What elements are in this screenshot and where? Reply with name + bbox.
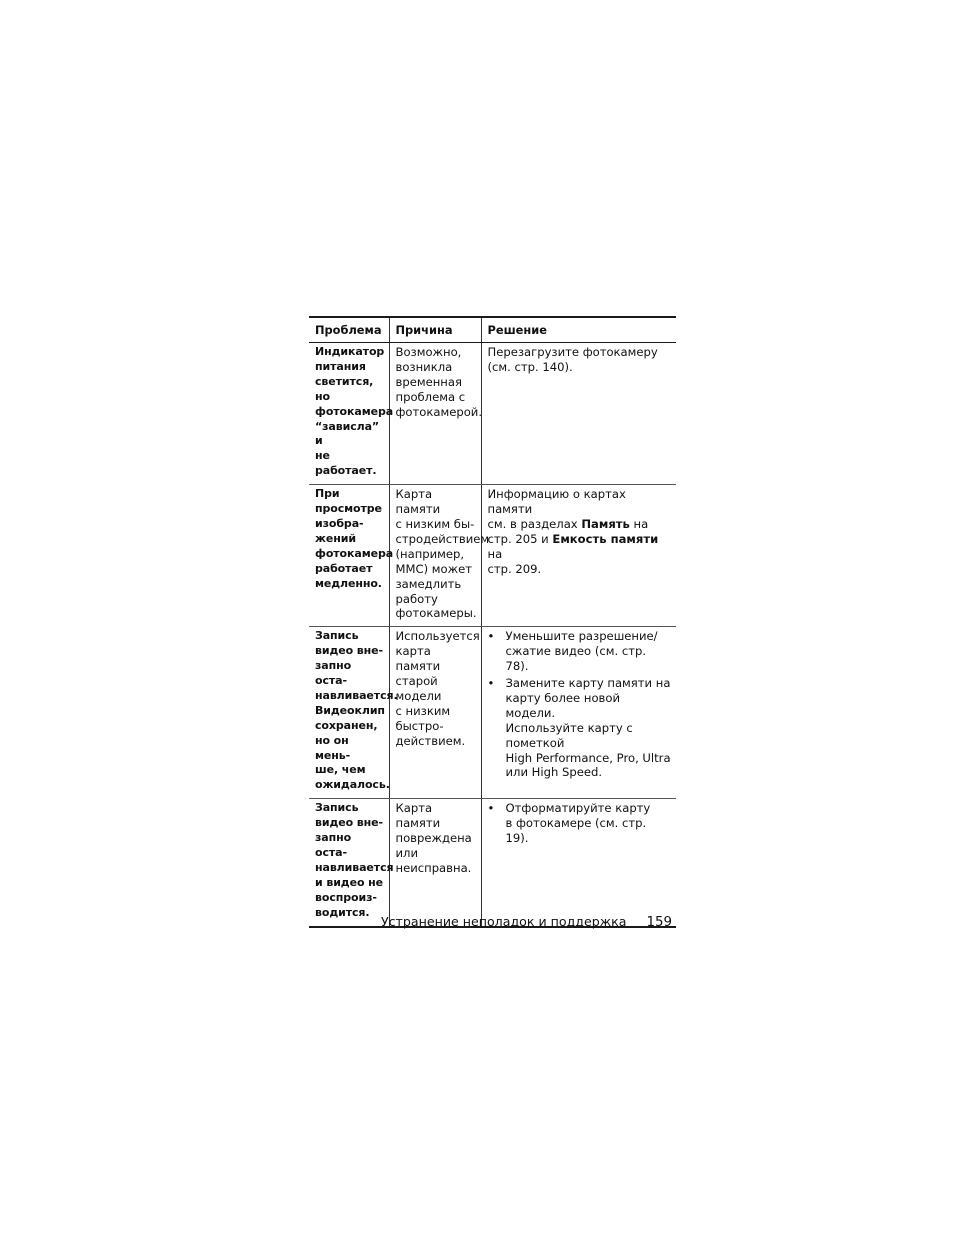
cause-line: (например, xyxy=(395,546,465,561)
problem-line: “зависла” и xyxy=(315,419,380,448)
problem-line: При xyxy=(315,487,340,501)
solution-line: Используйте карту с пометкой xyxy=(505,720,633,750)
problem-line: жений xyxy=(315,531,356,545)
solution-line: карту более новой модели. xyxy=(505,690,621,720)
cause-line: Используется xyxy=(395,629,480,644)
bullet-icon: • xyxy=(487,676,495,691)
list-item xyxy=(488,801,673,846)
table-header-row xyxy=(309,317,676,343)
solution-cell xyxy=(481,485,676,627)
table-row xyxy=(309,485,676,627)
cause-line: с низким xyxy=(395,703,451,718)
solution-bullet-list xyxy=(488,801,673,846)
solution-line: сжатие видео (см. стр. 78). xyxy=(505,644,647,674)
cause-line: временная xyxy=(395,374,462,389)
solution-line: в фотокамере (см. стр. 19). xyxy=(505,816,647,846)
column-header-cause: Причина xyxy=(389,317,481,343)
problem-cell xyxy=(309,799,394,927)
cause-line: или xyxy=(395,846,418,860)
solution-line: (см. стр. 140). xyxy=(487,359,573,374)
section-ref-memory: Память xyxy=(581,516,630,531)
problem-line: медленно. xyxy=(315,576,382,590)
problem-line: работает xyxy=(315,561,373,575)
cause-line: проблема с xyxy=(395,389,466,404)
page-footer xyxy=(300,913,672,932)
problem-line: и видео не xyxy=(315,875,383,889)
cause-line: фотокамерой. xyxy=(395,404,483,419)
problem-line: светится, но xyxy=(315,374,374,403)
problem-line: фотокамера xyxy=(315,546,394,560)
page-number: 159 xyxy=(646,915,672,930)
problem-line: навливается. xyxy=(315,688,398,702)
cause-line: карта памяти xyxy=(395,644,441,674)
problem-line: видео вне- xyxy=(315,644,383,658)
solution-line xyxy=(488,517,673,532)
bullet-icon: • xyxy=(487,629,495,644)
cause-line: Карта памяти xyxy=(395,487,441,517)
problem-line: водится. xyxy=(315,905,370,919)
problem-cell xyxy=(309,343,394,485)
problem-line: ше, чем xyxy=(315,763,366,777)
cause-line: MMC) может xyxy=(395,561,472,576)
solution-bullet-list xyxy=(488,629,673,780)
problem-line: не работает. xyxy=(315,449,377,478)
problem-line: запно оста- xyxy=(315,659,352,688)
cause-line: работу xyxy=(395,591,438,606)
solution-cell xyxy=(481,343,676,485)
solution-line: Уменьшите разрешение/ xyxy=(505,629,658,644)
solution-cell xyxy=(481,799,676,927)
solution-text: на xyxy=(487,546,503,561)
table-row xyxy=(309,627,676,799)
problem-line: Запись xyxy=(315,801,359,815)
cause-cell xyxy=(389,799,481,927)
footer-section-title: Устранение неполадок и поддержка xyxy=(380,914,627,929)
problem-line: воспроиз- xyxy=(315,890,377,904)
cause-line: повреждена xyxy=(395,831,472,846)
problem-line: запно оста- xyxy=(315,831,352,859)
table-row xyxy=(309,343,676,485)
problem-line: Запись xyxy=(315,629,359,643)
troubleshooting-table xyxy=(309,316,676,928)
problem-line: Видеоклип xyxy=(315,703,385,717)
cause-line: Карта памяти xyxy=(395,801,441,831)
problem-line: ожидалось. xyxy=(315,778,390,792)
problem-line: но он мень- xyxy=(315,733,351,762)
list-item xyxy=(488,676,673,780)
section-ref-memory-capacity: Емкость памяти xyxy=(552,531,659,546)
solution-text: на xyxy=(629,516,649,531)
column-header-problem: Проблема xyxy=(309,317,389,343)
solution-line: Отформатируйте карту xyxy=(505,801,651,816)
solution-line: Информацию о картах памяти xyxy=(487,487,626,517)
solution-text: стр. 205 и xyxy=(487,531,553,546)
table-row xyxy=(309,799,676,927)
cause-line: с низким бы- xyxy=(395,516,475,531)
problem-line: Индикатор xyxy=(315,345,385,358)
problem-cell xyxy=(309,485,394,627)
solution-line: High Performance, Pro, Ultra xyxy=(505,750,671,765)
problem-line: питания xyxy=(315,359,366,373)
problem-line: навливается xyxy=(315,860,394,874)
problem-cell xyxy=(309,627,398,799)
solution-cell xyxy=(481,627,676,799)
cause-cell xyxy=(389,627,481,799)
cause-cell xyxy=(389,343,481,485)
solution-line xyxy=(488,532,673,562)
solution-line: стр. 209. xyxy=(487,561,542,576)
column-header-solution: Решение xyxy=(481,317,676,343)
problem-line: изобра- xyxy=(315,516,364,530)
problem-line: сохранен, xyxy=(315,718,378,732)
problem-line: просмотре xyxy=(315,502,382,516)
problem-line: фотокамера xyxy=(315,404,394,418)
solution-line: Замените карту памяти на xyxy=(505,676,671,691)
list-item xyxy=(488,629,673,674)
cause-line: замедлить xyxy=(395,576,462,591)
cause-cell xyxy=(389,485,490,627)
bullet-icon: • xyxy=(487,801,495,816)
solution-text: см. в разделах xyxy=(487,516,582,531)
cause-line: быстро- xyxy=(395,718,444,733)
cause-line: Возможно, xyxy=(395,345,462,359)
cause-line: возникла xyxy=(395,359,453,374)
solution-line: Перезагрузите фотокамеру xyxy=(487,345,658,359)
cause-line: действием. xyxy=(395,733,466,748)
solution-line: или High Speed. xyxy=(505,765,603,780)
cause-line: неисправна. xyxy=(395,860,472,875)
cause-line: стродействием xyxy=(395,531,490,546)
problem-line: видео вне- xyxy=(315,816,383,830)
cause-line: старой модели xyxy=(395,674,442,703)
cause-line: фотокамеры. xyxy=(395,606,477,621)
